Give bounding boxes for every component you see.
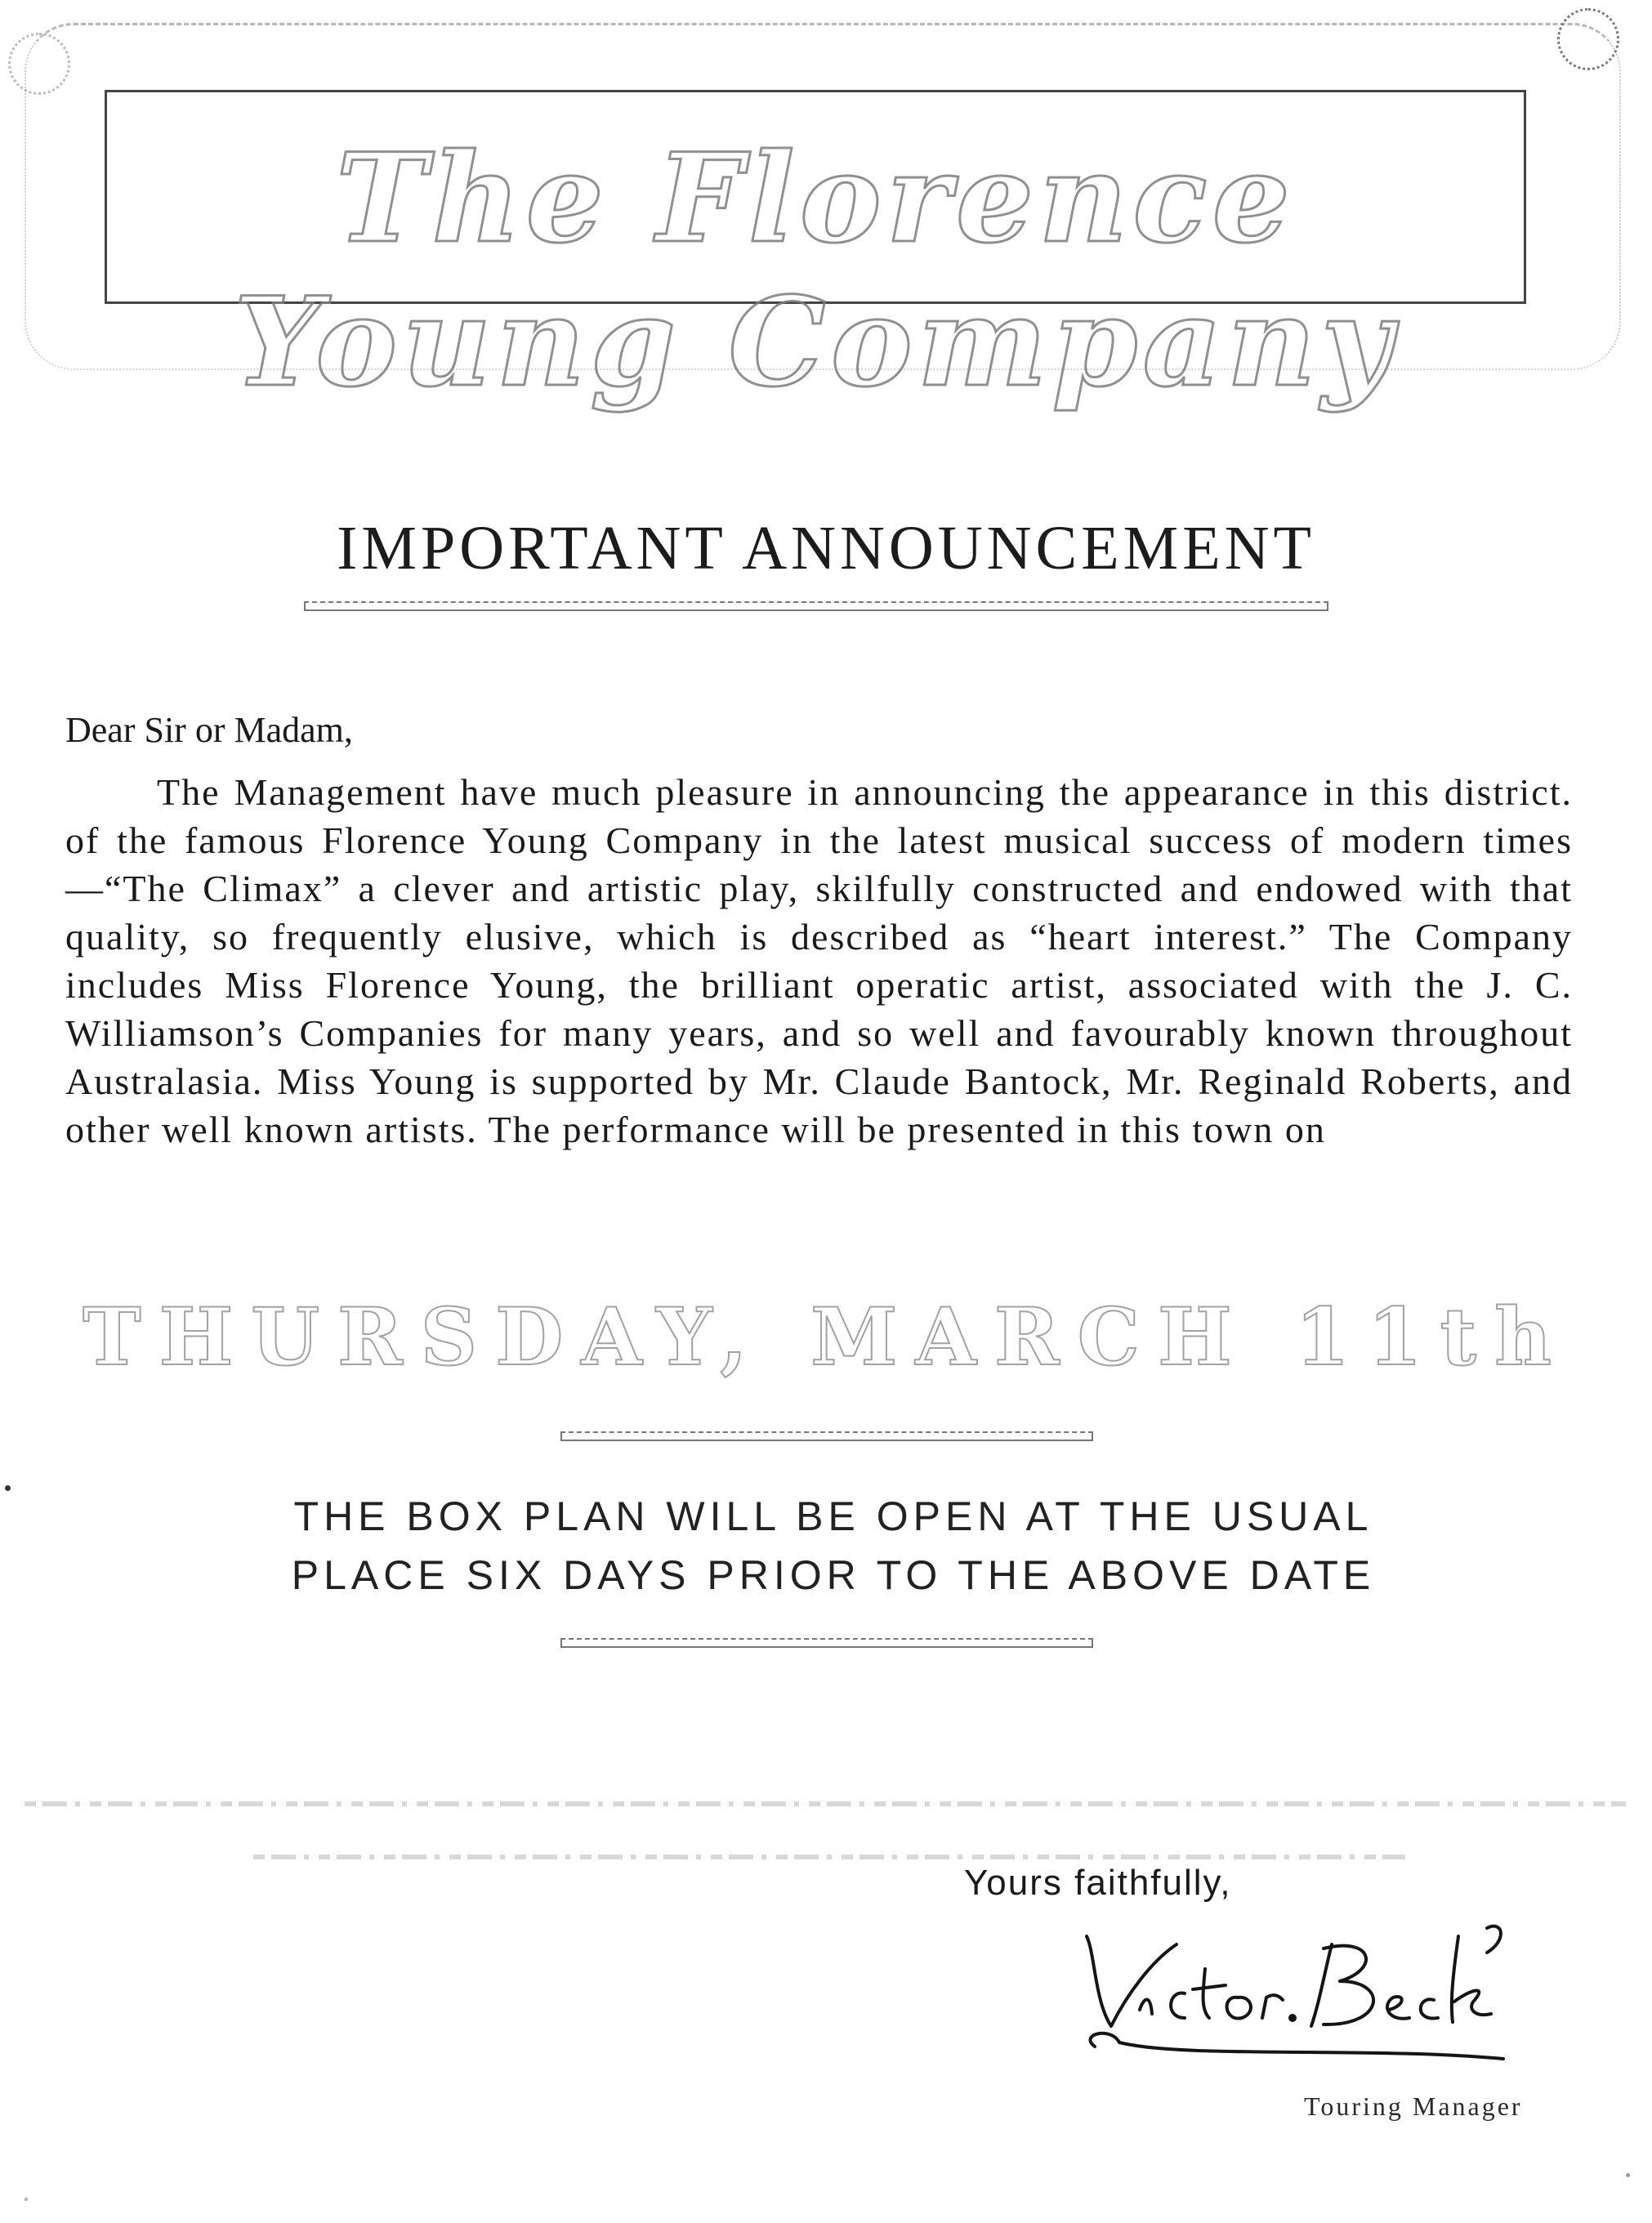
box-plan-line-1: THE BOX PLAN WILL BE OPEN AT THE USUAL [293, 1493, 1373, 1539]
page-title: IMPORTANT ANNOUNCEMENT [337, 514, 1315, 583]
corner-flourish-icon [1557, 8, 1619, 70]
company-banner [105, 90, 1526, 414]
divider [560, 1638, 1093, 1648]
box-plan-line-2: PLACE SIX DAYS PRIOR TO THE ABOVE DATE [291, 1552, 1376, 1598]
faded-text-icon [16, 1771, 1642, 1886]
salutation: Dear Sir or Madam, [65, 710, 353, 750]
divider [304, 601, 1328, 611]
performance-date: THURSDAY, MARCH 11th [83, 1291, 1569, 1383]
company-name: The Florence Young Company [234, 127, 1397, 414]
box-plan-notice [204, 1487, 1462, 1605]
scan-speck [25, 2198, 28, 2201]
signer-role: Touring Manager [1304, 2091, 1523, 2121]
signature-icon [1062, 1904, 1520, 2075]
scan-speck [5, 1485, 11, 1491]
corner-flourish-icon [8, 33, 70, 95]
scan-speck [1626, 2173, 1630, 2177]
divider [560, 1431, 1093, 1441]
valediction: Yours faithfully, [964, 1863, 1232, 1903]
faded-management-notice [16, 1716, 1642, 1903]
letter-body: The Management have much pleasure in announcing the appearance in this district. of the famous Florence Young Company in the latest musical success of modern times—“The Climax” a clever and artistic play, skilfully constructed and endowed with that quality, so frequently elusive, which is described as “heart interest.” The Company includes Miss Florence Young, the brilliant operatic artist, associated with the J. C. Williamson’s Companies for many years, and so well and favourably known throughout Australasia. Miss Young is supported by Mr. Claude Bantock, Mr. Reginald Roberts, and other well known artists. The performance will be presented in this town on [65, 771, 1573, 1150]
